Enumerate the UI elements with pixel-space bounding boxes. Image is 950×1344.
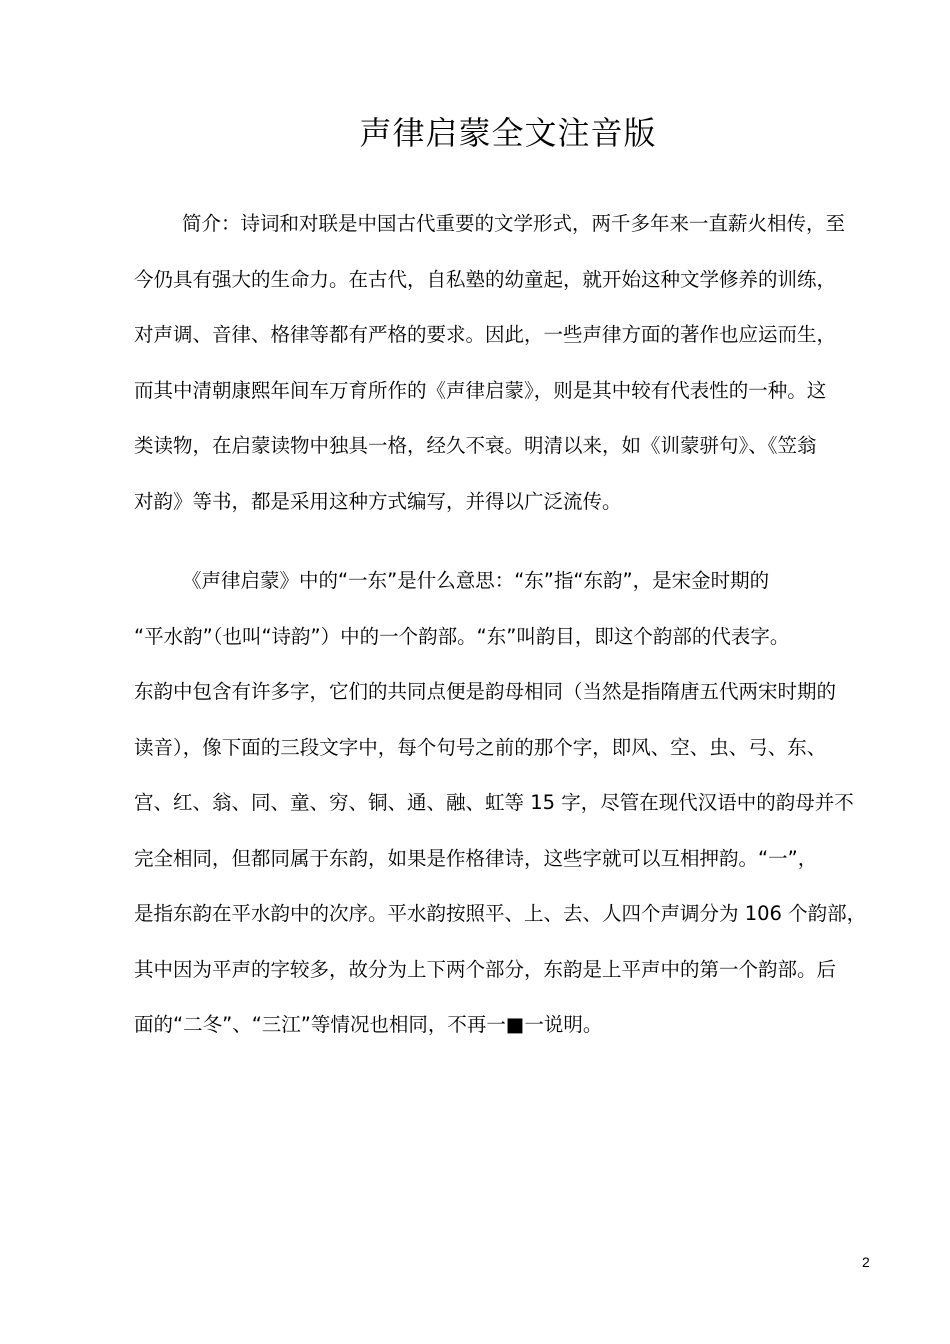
text-line: 是指东韵在平水韵中的次序。平水韵按照平、上、去、人四个声调分为 106 个韵部，	[134, 902, 867, 925]
text-line: 今仍具有强大的生命力。在古代，自私塾的幼童起，就开始这种文学修养的训练，	[134, 267, 837, 291]
text-line: 而其中清朝康熙年间车万育所作的《声律启蒙》，则是其中较有代表性的一种。这	[134, 378, 827, 402]
text-line: “平水韵”（也叫“诗韵”）中的一个韵部。“东”叫韵目，即这个韵部的代表字。	[134, 624, 790, 648]
document-title: 声律启蒙全文注音版	[359, 114, 657, 152]
text-line: 东韵中包含有许多字，它们的共同点便是韵母相同（当然是指隋唐五代两宋时期的	[134, 680, 837, 703]
text-line: 宫、红、翁、同、童、穷、铜、通、融、虹等 15 字，尽管在现代汉语中的韵母并不	[134, 791, 854, 814]
page-number: 2	[862, 1254, 870, 1270]
text-line: 《声律启蒙》中的“一东”是什么意思：“东”指“东韵”，是宋金时期的	[182, 569, 770, 592]
text-line: 类读物，在启蒙读物中独具一格，经久不衰。明清以来，如《训蒙骈句》、《笠翁	[134, 434, 817, 457]
paragraph-explanation	[134, 553, 894, 1053]
text-line: 面的“二冬”、“三江”等情况也相同，不再一■一说明。	[134, 1013, 603, 1036]
paragraph-introduction	[134, 196, 894, 529]
text-line: 完全相同，但都同属于东韵，如果是作格律诗，这些字就可以互相押韵。“一”，	[134, 846, 818, 870]
text-line: 其中因为平声的字较多，故分为上下两个部分，东韵是上平声中的第一个韵部。后	[134, 957, 837, 981]
text-line: 对声调、音律、格律等都有严格的要求。因此，一些声律方面的著作也应运而生，	[134, 323, 837, 346]
text-line: 对韵》等书，都是采用这种方式编写，并得以广泛流传。	[134, 489, 622, 513]
text-line: 简介：诗词和对联是中国古代重要的文学形式，两千多年来一直薪火相传，至	[182, 212, 846, 235]
text-line: 读音），像下面的三段文字中，每个句号之前的那个字，即风、空、虫、弓、东、	[134, 735, 827, 759]
